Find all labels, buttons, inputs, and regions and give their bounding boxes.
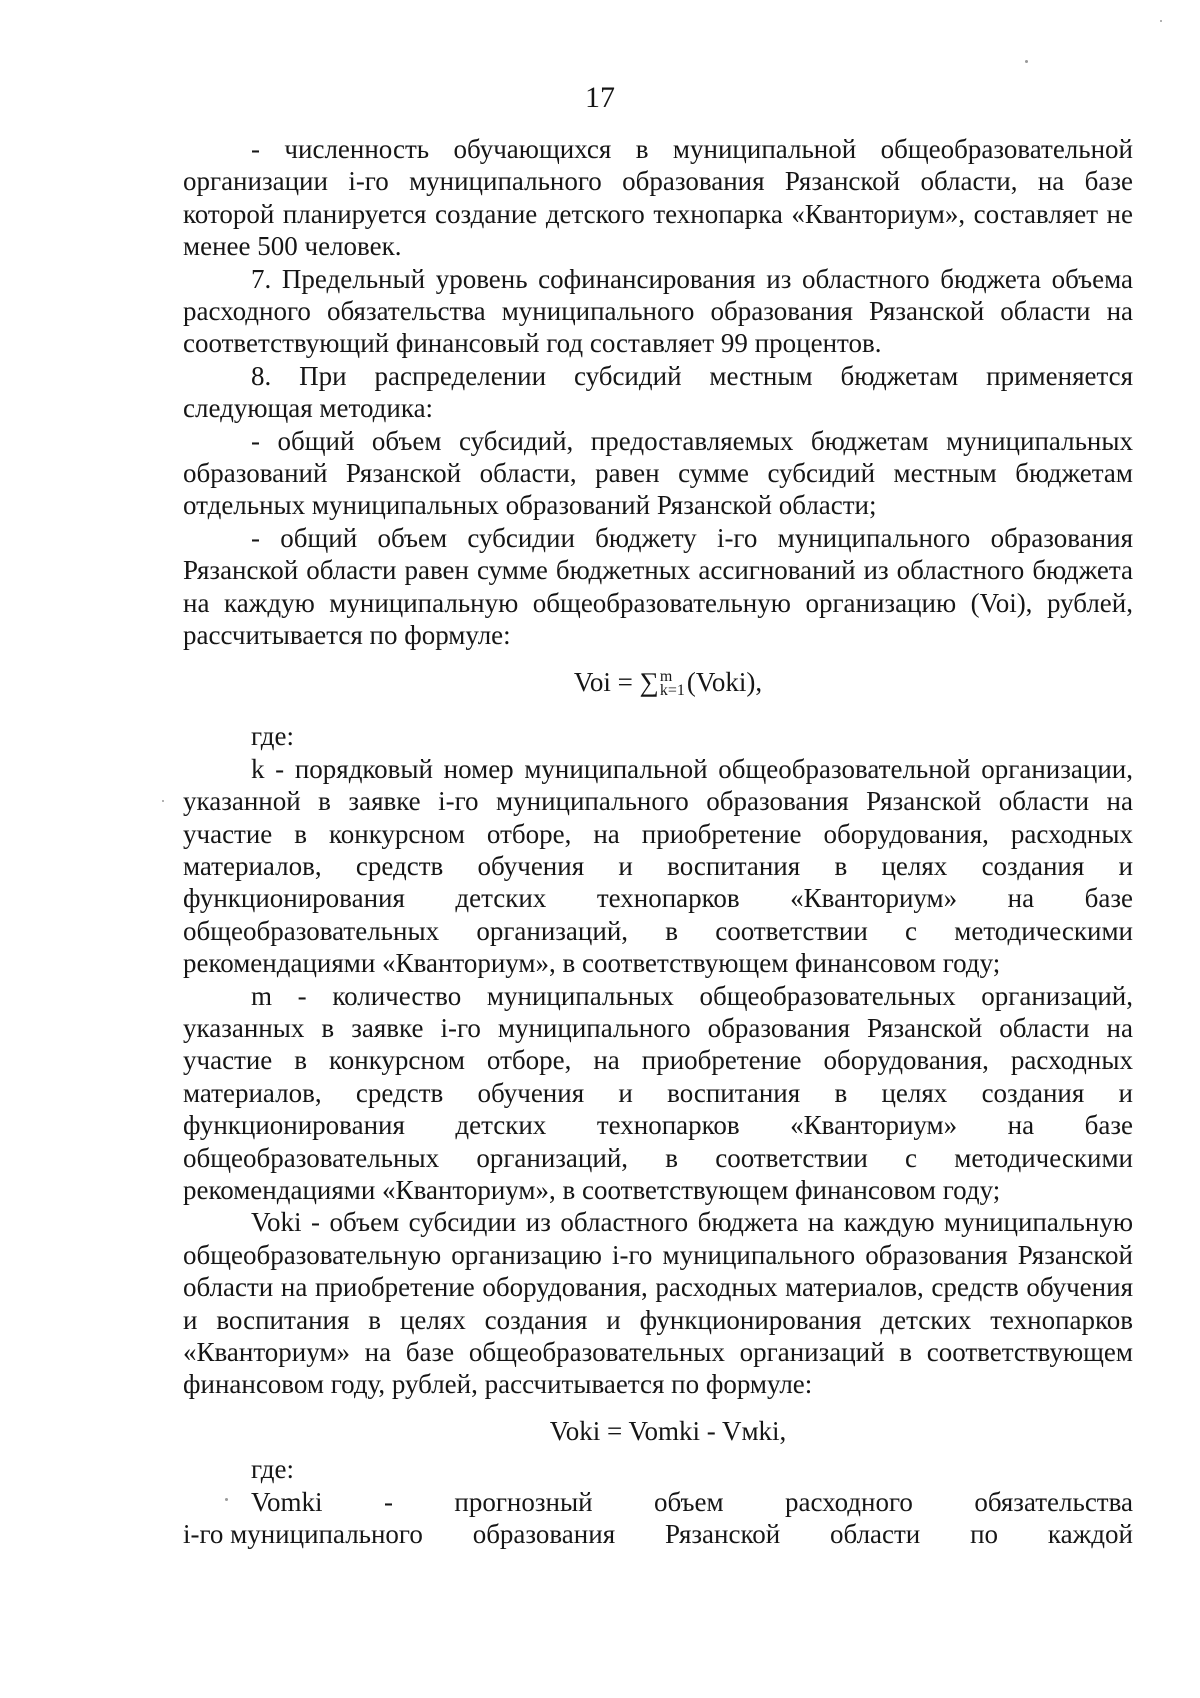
word: i-го муниципального xyxy=(183,1519,423,1550)
definition-m: m - количество муниципальных общеобразовательных организаций, указанных в заявке i-го муниципального образования Рязанской области на участие в конкурсном отборе, на приобретение оборудования, расходных материалов, средств обучения и воспитания в целях создания и функционирования детских технопарков «Кванториум» на базе общеобразовательных организаций, в соответствии с методическими рекомендациями «Кванториум», в соответствующем финансовом году; xyxy=(183,980,1133,1205)
word: каждой xyxy=(1047,1519,1133,1550)
formula-voi-lhs: Voi = xyxy=(573,666,640,697)
where-label-2: где: xyxy=(251,1454,294,1485)
definition-vomki-continued xyxy=(183,1518,1133,1550)
definition-k: k - порядковый номер муниципальной общеобразовательной организации, указанной в заявке i-го муниципального образования Рязанской области на участие в конкурсном отборе, на приобретение оборудования, расходных материалов, средств обучения и воспитания в целях создания и функционирования детских технопарков «Кванториум» на базе общеобразовательных организаций, в соответствии с методическими рекомендациями «Кванториум», в соответствующем финансовом году; xyxy=(183,753,1133,979)
definition-vomki: Vomki - прогнозный объем расходного обязательства xyxy=(251,1486,1133,1517)
document-body xyxy=(183,133,1133,1550)
definition-voki: Voki - объем субсидии из областного бюджета на каждую муниципальную общеобразовательную организацию i-го муниципального образования Рязанской области на приобретение оборудования, расходных материалов, средств обучения и воспитания в целях создания и функционирования детских технопарков «Кванториум» на базе общеобразовательных организаций в соответствующем финансовом году, рублей, рассчитывается по формуле: xyxy=(183,1207,1133,1400)
page-number: 17 xyxy=(585,81,615,114)
word: образования xyxy=(472,1519,616,1550)
word: по xyxy=(970,1519,999,1550)
sum-limits xyxy=(660,670,685,698)
scan-speck xyxy=(1160,20,1162,22)
paragraph-subsidy-voi: - общий объем субсидии бюджету i-го муниципального образования Рязанской области равен сумме бюджетных ассигнований из областного бюджета на каждую муниципальную общеобразовательную организацию (Voi), рублей, рассчитывается по формуле: xyxy=(183,522,1133,651)
sum-symbol: ∑ xyxy=(639,666,659,697)
scan-speck xyxy=(162,800,164,802)
paragraph-cofinancing-level: 7. Предельный уровень софинансирования из областного бюджета объема расходного обязательства муниципального образования Рязанской области на соответствующий финансовый год составляет 99 процентов. xyxy=(183,263,1133,359)
scan-speck xyxy=(1025,60,1028,63)
scan-speck xyxy=(225,1498,228,1501)
paragraph-student-count: - численность обучающихся в муниципальной общеобразовательной организации i-го муниципального образования Рязанской области, на базе которой планируется создание детского технопарка «Кванториум», составляет не менее 500 человек. xyxy=(183,134,1133,262)
where-label-1: где: xyxy=(251,721,294,752)
paragraph-distribution-method: 8. При распределении субсидий местным бюджетам применяется следующая методика: xyxy=(183,360,1133,424)
sum-lower-limit: k=1 xyxy=(659,682,685,700)
formula-voi xyxy=(183,652,1133,721)
sum-upper-limit: m xyxy=(659,668,673,686)
word: области xyxy=(830,1519,921,1550)
word: Рязанской xyxy=(664,1519,781,1550)
formula-voki: Voki = Vomki - Vмki, xyxy=(549,1415,787,1446)
formula-voi-rhs: (Voki), xyxy=(686,666,763,697)
paragraph-total-subsidies: - общий объем субсидий, предоставляемых бюджетам муниципальных образований Рязанской области, равен сумме субсидий местным бюджетам отдельных муниципальных образований Рязанской области; xyxy=(183,425,1133,521)
